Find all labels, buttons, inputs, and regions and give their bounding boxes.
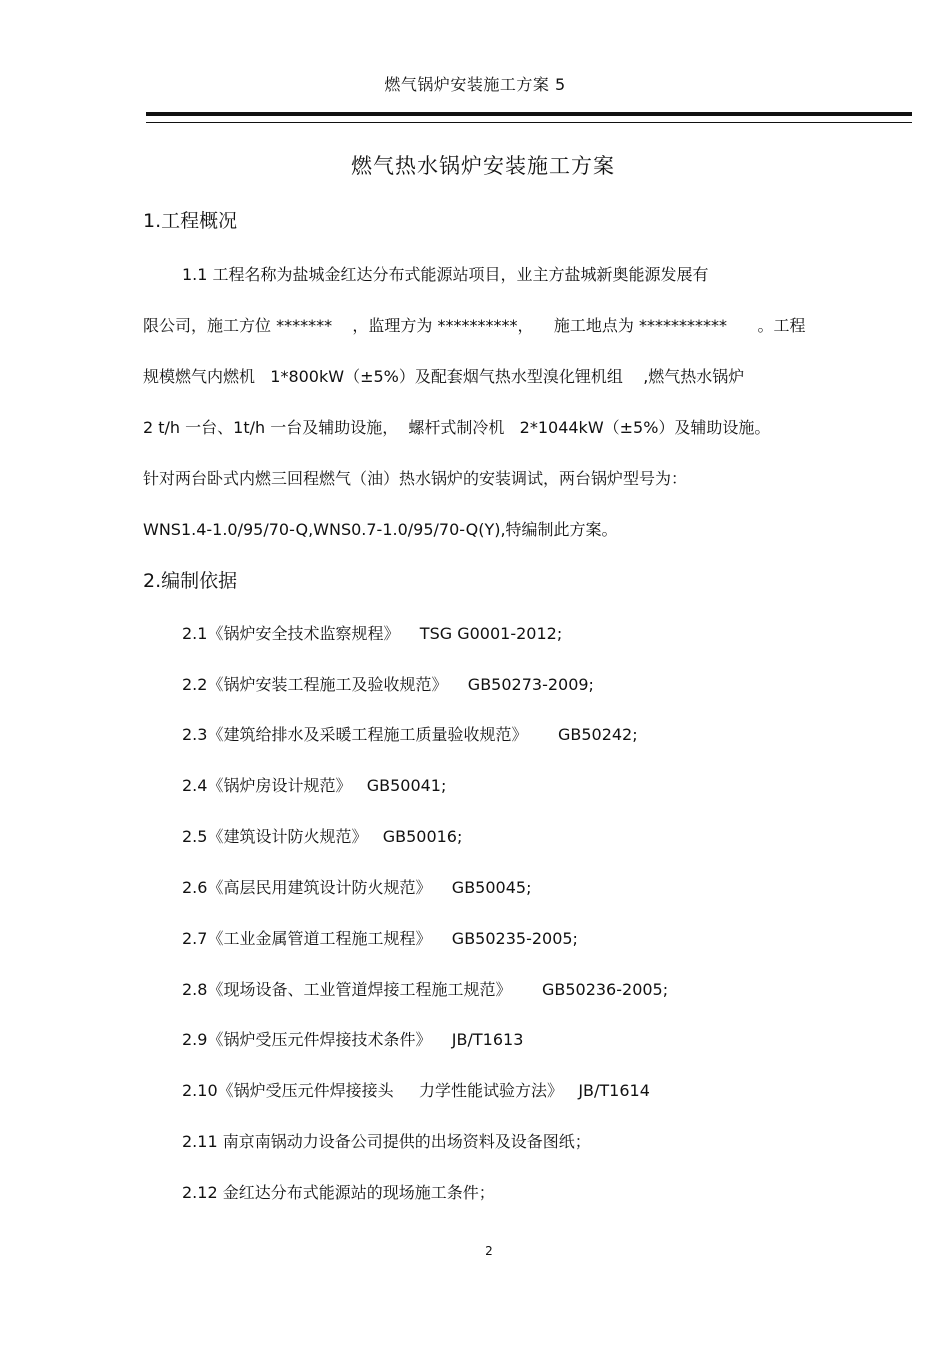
overview-line: 针对两台卧式内燃三回程燃气（油）热水锅炉的安装调试，两台锅炉型号为： [143,469,688,488]
reference-item: 2.3《建筑给排水及采暖工程施工质量验收规范》 GB50242; [182,725,638,744]
section-heading-basis: 2.编制依据 [143,570,238,592]
section-heading-overview: 1.工程概况 [143,210,238,232]
overview-line: 2 t/h 一台、1t/h 一台及辅助设施， 螺杆式制冷机 2*1044kW（±5%）及辅助设施。 [143,418,771,437]
overview-line: WNS1.4-1.0/95/70-Q,WNS0.7-1.0/95/70-Q(Y),特编制此方案。 [143,520,618,539]
reference-item: 2.4《锅炉房设计规范》 GB50041; [182,776,447,795]
reference-item: 2.9《锅炉受压元件焊接技术条件》 JB/T1613 [182,1030,524,1049]
running-header: 燃气锅炉安装施工方案 5 [384,75,566,94]
reference-item: 2.1《锅炉安全技术监察规程》 TSG G0001-2012; [182,624,563,643]
overview-line: 限公司，施工方位 ******* ，监理方为 **********， 施工地点为 *********** 。工程 [143,316,806,335]
reference-item: 2.5《建筑设计防火规范》 GB50016; [182,827,463,846]
overview-line: 规模燃气内燃机 1*800kW（±5%）及配套烟气热水型溴化锂机组 ,燃气热水锅炉 [143,367,745,386]
reference-item: 2.8《现场设备、工业管道焊接工程施工规范》 GB50236-2005; [182,980,669,999]
reference-item: 2.11 南京南锅动力设备公司提供的出场资料及设备图纸； [182,1132,591,1151]
document-title: 燃气热水锅炉安装施工方案 [351,154,615,178]
header-rule-thick [146,112,912,116]
overview-line: 1.1 工程名称为盐城金红达分布式能源站项目，业主方盐城新奥能源发展有 [182,265,709,284]
page-number: 2 [485,1244,493,1258]
reference-item: 2.7《工业金属管道工程施工规程》 GB50235-2005; [182,929,578,948]
header-rule-thin [146,122,912,123]
reference-item: 2.12 金红达分布式能源站的现场施工条件； [182,1183,495,1202]
reference-item: 2.2《锅炉安装工程施工及验收规范》 GB50273-2009; [182,675,594,694]
reference-item: 2.10《锅炉受压元件焊接接头 力学性能试验方法》 JB/T1614 [182,1081,650,1100]
reference-item: 2.6《高层民用建筑设计防火规范》 GB50045; [182,878,532,897]
